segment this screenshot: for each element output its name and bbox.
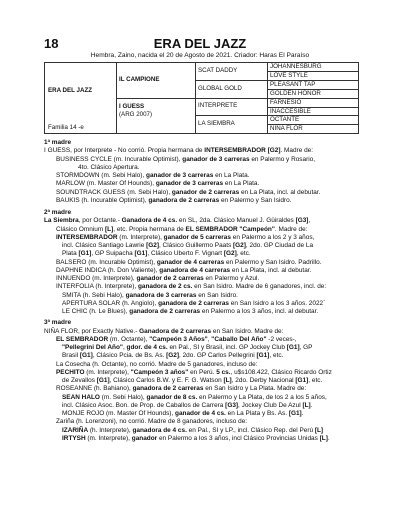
horse-title: ERA DEL JAZZ (153, 36, 247, 51)
produce-line: BAUKIS (h. Incurable Optimist), ganadora de 2 carreras en Palermo y San Isidro. (56, 196, 292, 204)
produce-line: IRTYSH (m. Interprete), ganador en Palermo a los 3 años, incl Clásico Provincias Unidas [L]. (62, 434, 330, 442)
produce-line: LE CHIC (h. Le Blues), ganadora de 2 carreras en Palermo a los 3 años, incl. al debutar. (62, 308, 319, 315)
produce-line: Plata [G1], GP Suipacha [G1], Clásico Uberto F. Vignart [G2], etc. (62, 250, 251, 258)
pedigree-sire-sire: SCAT DADDY (198, 67, 238, 74)
produce-line: PECHITO (m. Interprete), "Campeón 3 años" en Perú. 5 cs., u$s108.422, Clásico Ricardo Ortiz (56, 368, 332, 376)
produce-line: APERTURA SOLAR (h. Angiolo), ganadora de 2 carreras en San Isidro a los 3 años. 2022` (62, 299, 326, 307)
produce-line: IZARIÑA (h. Interprete), ganadora de 4 cs. en Pal., SI y LP., incl. Clásico Rep. del Perú [L] (62, 426, 324, 434)
pedigree-g8: NIÑA FLOR (270, 125, 303, 132)
first-dam-heading: 1ª madre (44, 139, 72, 146)
second-dam-line: La Siembra, por Octante.- Ganadora de 4 cs. en SL, 2da. Clásico Manuel J. Güiraldes [G3], (44, 217, 311, 225)
produce-line: incl. Clásico Santiago Lawrie [G2], Clásico Guillermo Paats [G2], 2do. GP Ciudad de La (62, 242, 314, 249)
pedigree-dam-year: (ARG 2007) (119, 111, 153, 118)
pedigree-g4: GOLDEN HONOR (270, 90, 321, 97)
produce-record (44, 139, 364, 443)
produce-line: BUSINESS CYCLE (m. Incurable Optimist), ganador de 3 carreras en Palermo y Rosario, (56, 155, 316, 163)
pedigree-g1: JOHANNESBURG (270, 63, 322, 70)
pedigree-dam-sire: INTERPRETE (198, 102, 238, 109)
produce-line: EL SEMBRADOR (m. Octante), "Campeón 3 Años", "Caballo Del Año" -2 veces-, (56, 335, 297, 343)
horse-subtitle: Hembra, Zaino, nacida el 20 de Agosto de 2021. Criador: Haras El Paraíso (90, 52, 310, 59)
produce-line: La Cosecha (h. Octante), no corrió. Madre de 5 ganadores, incluso de: (56, 360, 258, 368)
produce-line: MARLOW (m. Master Of Hounds), ganador de 3 carreras en La Plata. (56, 180, 260, 188)
pedigree-dam-dam: LA SIEMBRA (198, 120, 235, 127)
pedigree-g7: OCTANTE (270, 116, 300, 123)
third-dam-heading: 3ª madre (44, 319, 72, 327)
produce-line: BALSERO (m. Incurable Optimist), ganador de 4 carreras en Palermo y San Isidro. Padrillo. (56, 258, 322, 266)
produce-line: "Pellegrini Del Año", gdor. de 4 cs. en Pal., SI y Brasil, incl. GP Jockey Club [G1], GP (62, 344, 313, 351)
pedigree-horse: ERA DEL JAZZ (48, 87, 93, 94)
lot-number: 18 (44, 36, 59, 51)
produce-line: INTERFOLIA (h. Interprete), ganadora de 2 cs. en San Isidro. Madre de 6 ganadores, incl. de: (56, 283, 327, 291)
pedigree-sire: IL CAMPIONE (119, 76, 160, 83)
produce-line: Zariña (h. Lorenzoni), no corrió. Madre de 8 ganadores, incluso de: (56, 418, 248, 426)
pedigree-g6: INACCESIBLE (270, 108, 311, 115)
produce-line: INTERSEMBRADOR (m. Interprete), ganador de 5 carreras en Palermo a los 2 y 3 años, (56, 233, 315, 241)
produce-line: Brasil [G1], Clásico Pcia. de Bs. As. [G2], 2do. GP Carlos Pellegrini [G1], etc. (62, 352, 284, 360)
produce-line: SOUNDTRACK GUESS (m. Sebi Halo), ganador de 2 carreras en La Plata, incl. al debutar. (56, 188, 321, 196)
pedigree-sire-dam: GLOBAL GOLD (198, 85, 242, 92)
produce-line: STORMDOWN (m. Sebi Halo), ganador de 3 carreras en La Plata. (56, 172, 250, 179)
produce-line: DAPHNE INDICA (h. Don Valiente), ganadora de 4 carreras en La Plata, incl. al debutar. (56, 266, 312, 274)
produce-line: de Zevallos [G1], Clásico Carlos B.W. y E. F. G. Watson [L], 2do. Derby Nacional [G1], etc. (62, 377, 323, 384)
produce-line: INNUENDO (m. Interprete), ganador de 2 carreras en Palermo y Azul. (56, 275, 260, 282)
pedigree-g5: FARNESIO (270, 99, 302, 106)
produce-line: incl. Clásico Asoc. Bon. de Prop. de Caballos de Carrera [G3], Jockey Club De Azul [L]. (62, 401, 313, 409)
pedigree-dam: I GUESS (119, 103, 145, 110)
produce-line: Clásico Omnium [L], etc. Propia hermana de EL SEMBRADOR "Campeón". Madre de: (56, 225, 308, 233)
produce-line: SMITA (h. Sebi Halo), ganadora de 3 carreras en San Isidro. (62, 291, 238, 299)
produce-line: MONJE ROJO (m. Master Of Hounds), ganador de 4 cs. en La Plata y Bs. As. [G1]. (62, 410, 304, 417)
pedigree-g2: LOVE STYLE (270, 72, 308, 79)
second-dam-heading: 2ª madre (44, 209, 72, 216)
produce-line: SEAN HALO (m. Sebi Halo), ganador de 8 cs. en Palermo y La Plata, de los 2 a los 5 años, (62, 393, 327, 401)
pedigree-family: Familia 14 -e (48, 124, 84, 131)
pedigree-table (44, 62, 359, 134)
third-dam-line: NIÑA FLOR, por Exactly Native.- Ganadora de 2 carreras en San Isidro. Madre de: (44, 327, 284, 335)
produce-line: 4to. Clásico Apertura. (78, 163, 140, 171)
produce-line: ROSEANNE (h. Bahiano), ganadora de 2 carreras en San Isidro y La Plata. Madre de: (56, 385, 307, 393)
pedigree-g3: PLEASANT TAP (270, 81, 316, 88)
first-dam-line: I GUESS, por Interprete - No corrió. Propia hermana de INTERSEMBRADOR [G2]. Madre de: (44, 147, 314, 155)
